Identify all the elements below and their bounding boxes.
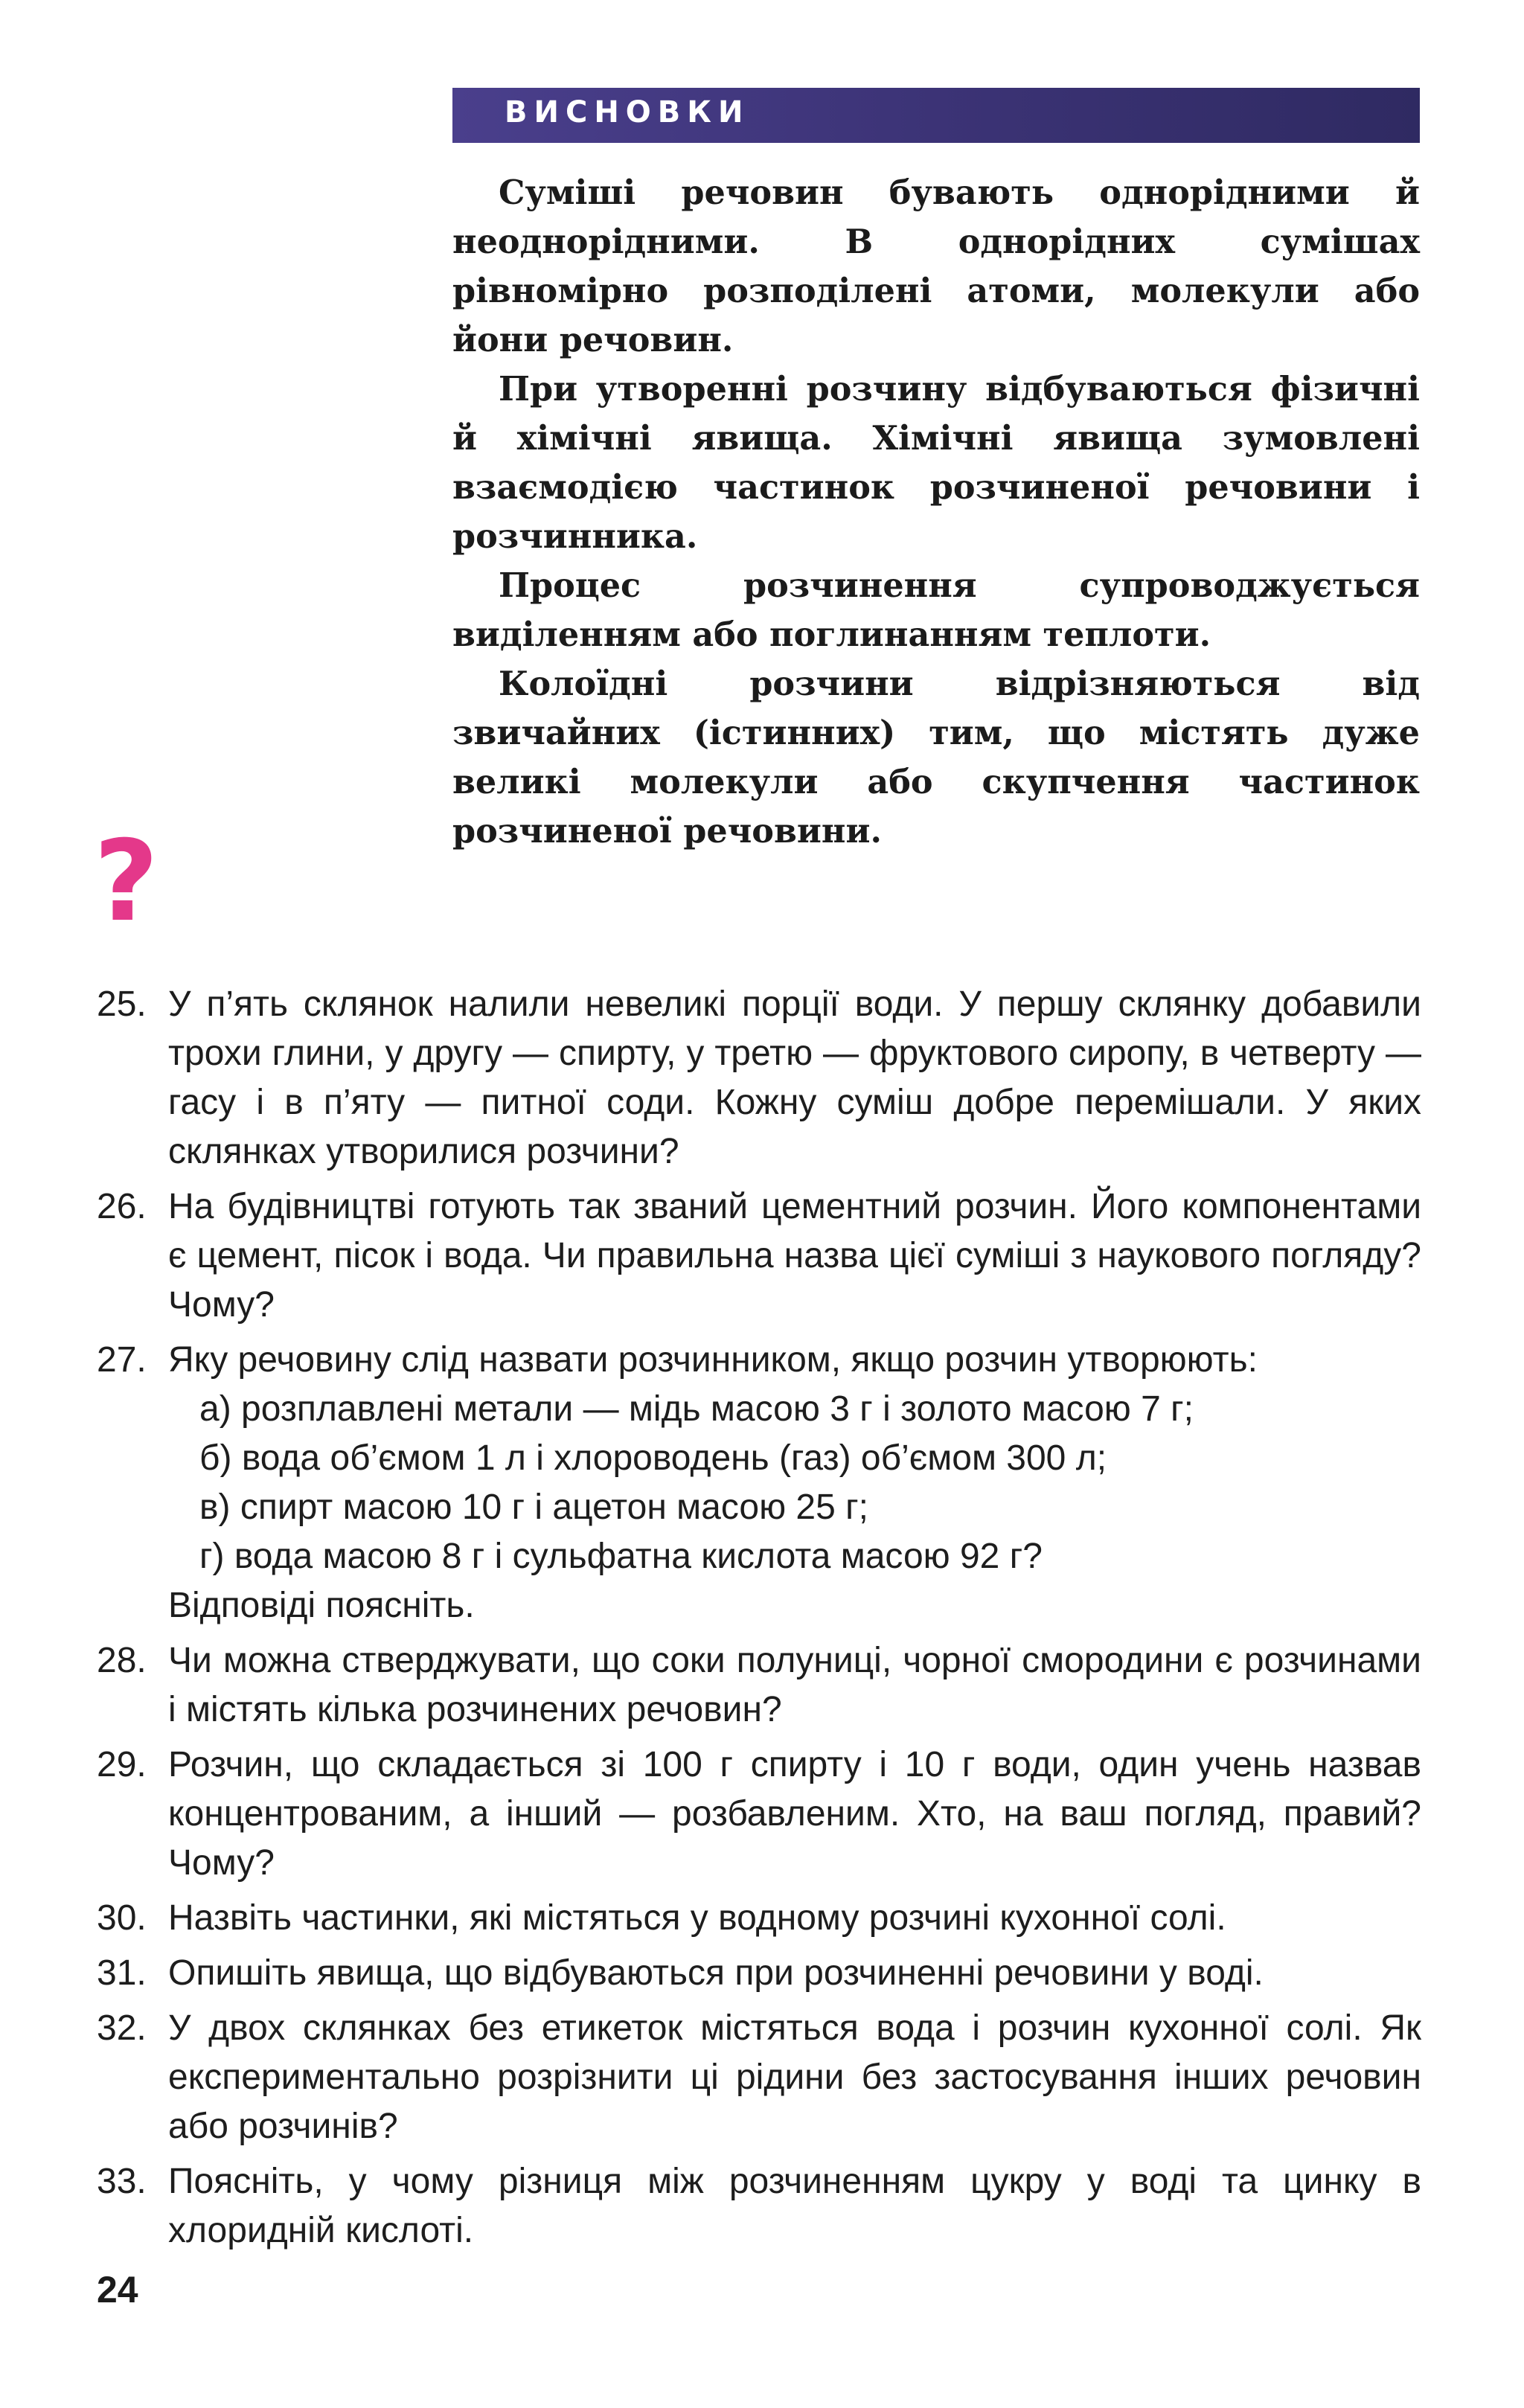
question-subitem: а) розплавлені метали — мідь масою 3 г і золото масою 7 г;: [199, 1389, 1194, 1429]
question-text: На будівництві готують так званий цементний розчин. Його компонентами є цемент, пісок і вода. Чи правильна назва цієї суміші з наукового погляду? Чому?: [168, 1187, 1421, 1325]
conclusions-title: ВИСНОВКИ: [505, 95, 750, 129]
question-item: [97, 2157, 1421, 2255]
question-number: 28.: [97, 1641, 147, 1680]
question-text: Назвіть частинки, які містяться у водному розчині кухонної солі.: [168, 1898, 1226, 1938]
question-item: [97, 1336, 1421, 1630]
conclusion-paragraph: Колоїдні розчини відрізняються від звичайних (істинних) тим, що містять дуже великі молекули або скупчення частинок розчиненої речовини.: [452, 665, 1420, 851]
question-number: 26.: [97, 1187, 147, 1226]
question-number: 30.: [97, 1898, 147, 1938]
question-text: У п’ять склянок налили невеликі порції води. У першу склянку добавили трохи глини, у другу — спирту, у третю — фруктового сиропу, в четверту — гасу і в п’яту — питної соди. Кожну суміш добре перемішали. У яких склянках утворилися розчини?: [168, 984, 1421, 1171]
conclusions-text: [452, 168, 1420, 856]
page-number: 24: [97, 2269, 138, 2311]
question-text: Яку речовину слід назвати розчинником, якщо розчин утворюють:: [168, 1340, 1258, 1380]
conclusion-paragraph: Суміші речовин бувають однорідними й неоднорідними. В однорідних сумішах рівномірно розподілені атоми, молекули або йони речовин.: [452, 173, 1420, 359]
question-number: 27.: [97, 1340, 147, 1380]
question-number: 25.: [97, 984, 147, 1024]
question-item: [97, 1636, 1421, 1735]
question-mark-icon: ?: [94, 817, 159, 947]
question-text: Опишіть явища, що відбуваються при розчиненні речовини у воді.: [168, 1953, 1264, 1993]
question-note: Відповіді поясніть.: [168, 1586, 475, 1625]
question-item: [97, 980, 1421, 1176]
question-number: 29.: [97, 1745, 147, 1784]
question-text: У двох склянках без етикеток містяться вода і розчин кухонної солі. Як експериментально розрізнити ці рідини без застосування інших речовин або розчинів?: [168, 2008, 1421, 2146]
question-item: [97, 2004, 1421, 2151]
question-item: [97, 1894, 1421, 1943]
question-text: Поясніть, у чому різниця між розчиненням цукру у воді та цинку в хлоридній кислоті.: [168, 2162, 1421, 2250]
question-subitem: в) спирт масою 10 г і ацетон масою 25 г;: [199, 1488, 868, 1527]
question-number: 33.: [97, 2162, 147, 2201]
question-subitem: б) вода об’ємом 1 л і хлороводень (газ) об’ємом 300 л;: [199, 1438, 1107, 1478]
question-subitems: [168, 1385, 1421, 1581]
conclusions-header: [452, 88, 1420, 143]
question-number: 31.: [97, 1953, 147, 1993]
question-subitem: г) вода масою 8 г і сульфатна кислота масою 92 г?: [199, 1537, 1043, 1576]
question-number: 32.: [97, 2008, 147, 2048]
question-text: Розчин, що складається зі 100 г спирту і 10 г води, один учень назвав концентрованим, а інший — розбавленим. Хто, на ваш погляд, правий? Чому?: [168, 1745, 1421, 1883]
conclusion-paragraph: Процес розчинення супроводжується виділенням або поглинанням теплоти.: [452, 566, 1420, 654]
question-item: [97, 1182, 1421, 1330]
conclusion-paragraph: При утворенні розчину відбуваються фізичні й хімічні явища. Хімічні явища зумовлені взаємодією частинок розчиненої речовини і розчинника.: [452, 370, 1420, 556]
question-text: Чи можна стверджувати, що соки полуниці, чорної смородини є розчинами і містять кілька розчинених речовин?: [168, 1641, 1421, 1729]
questions-list: [97, 980, 1421, 2261]
question-item: [97, 1741, 1421, 1888]
question-item: [97, 1949, 1421, 1998]
